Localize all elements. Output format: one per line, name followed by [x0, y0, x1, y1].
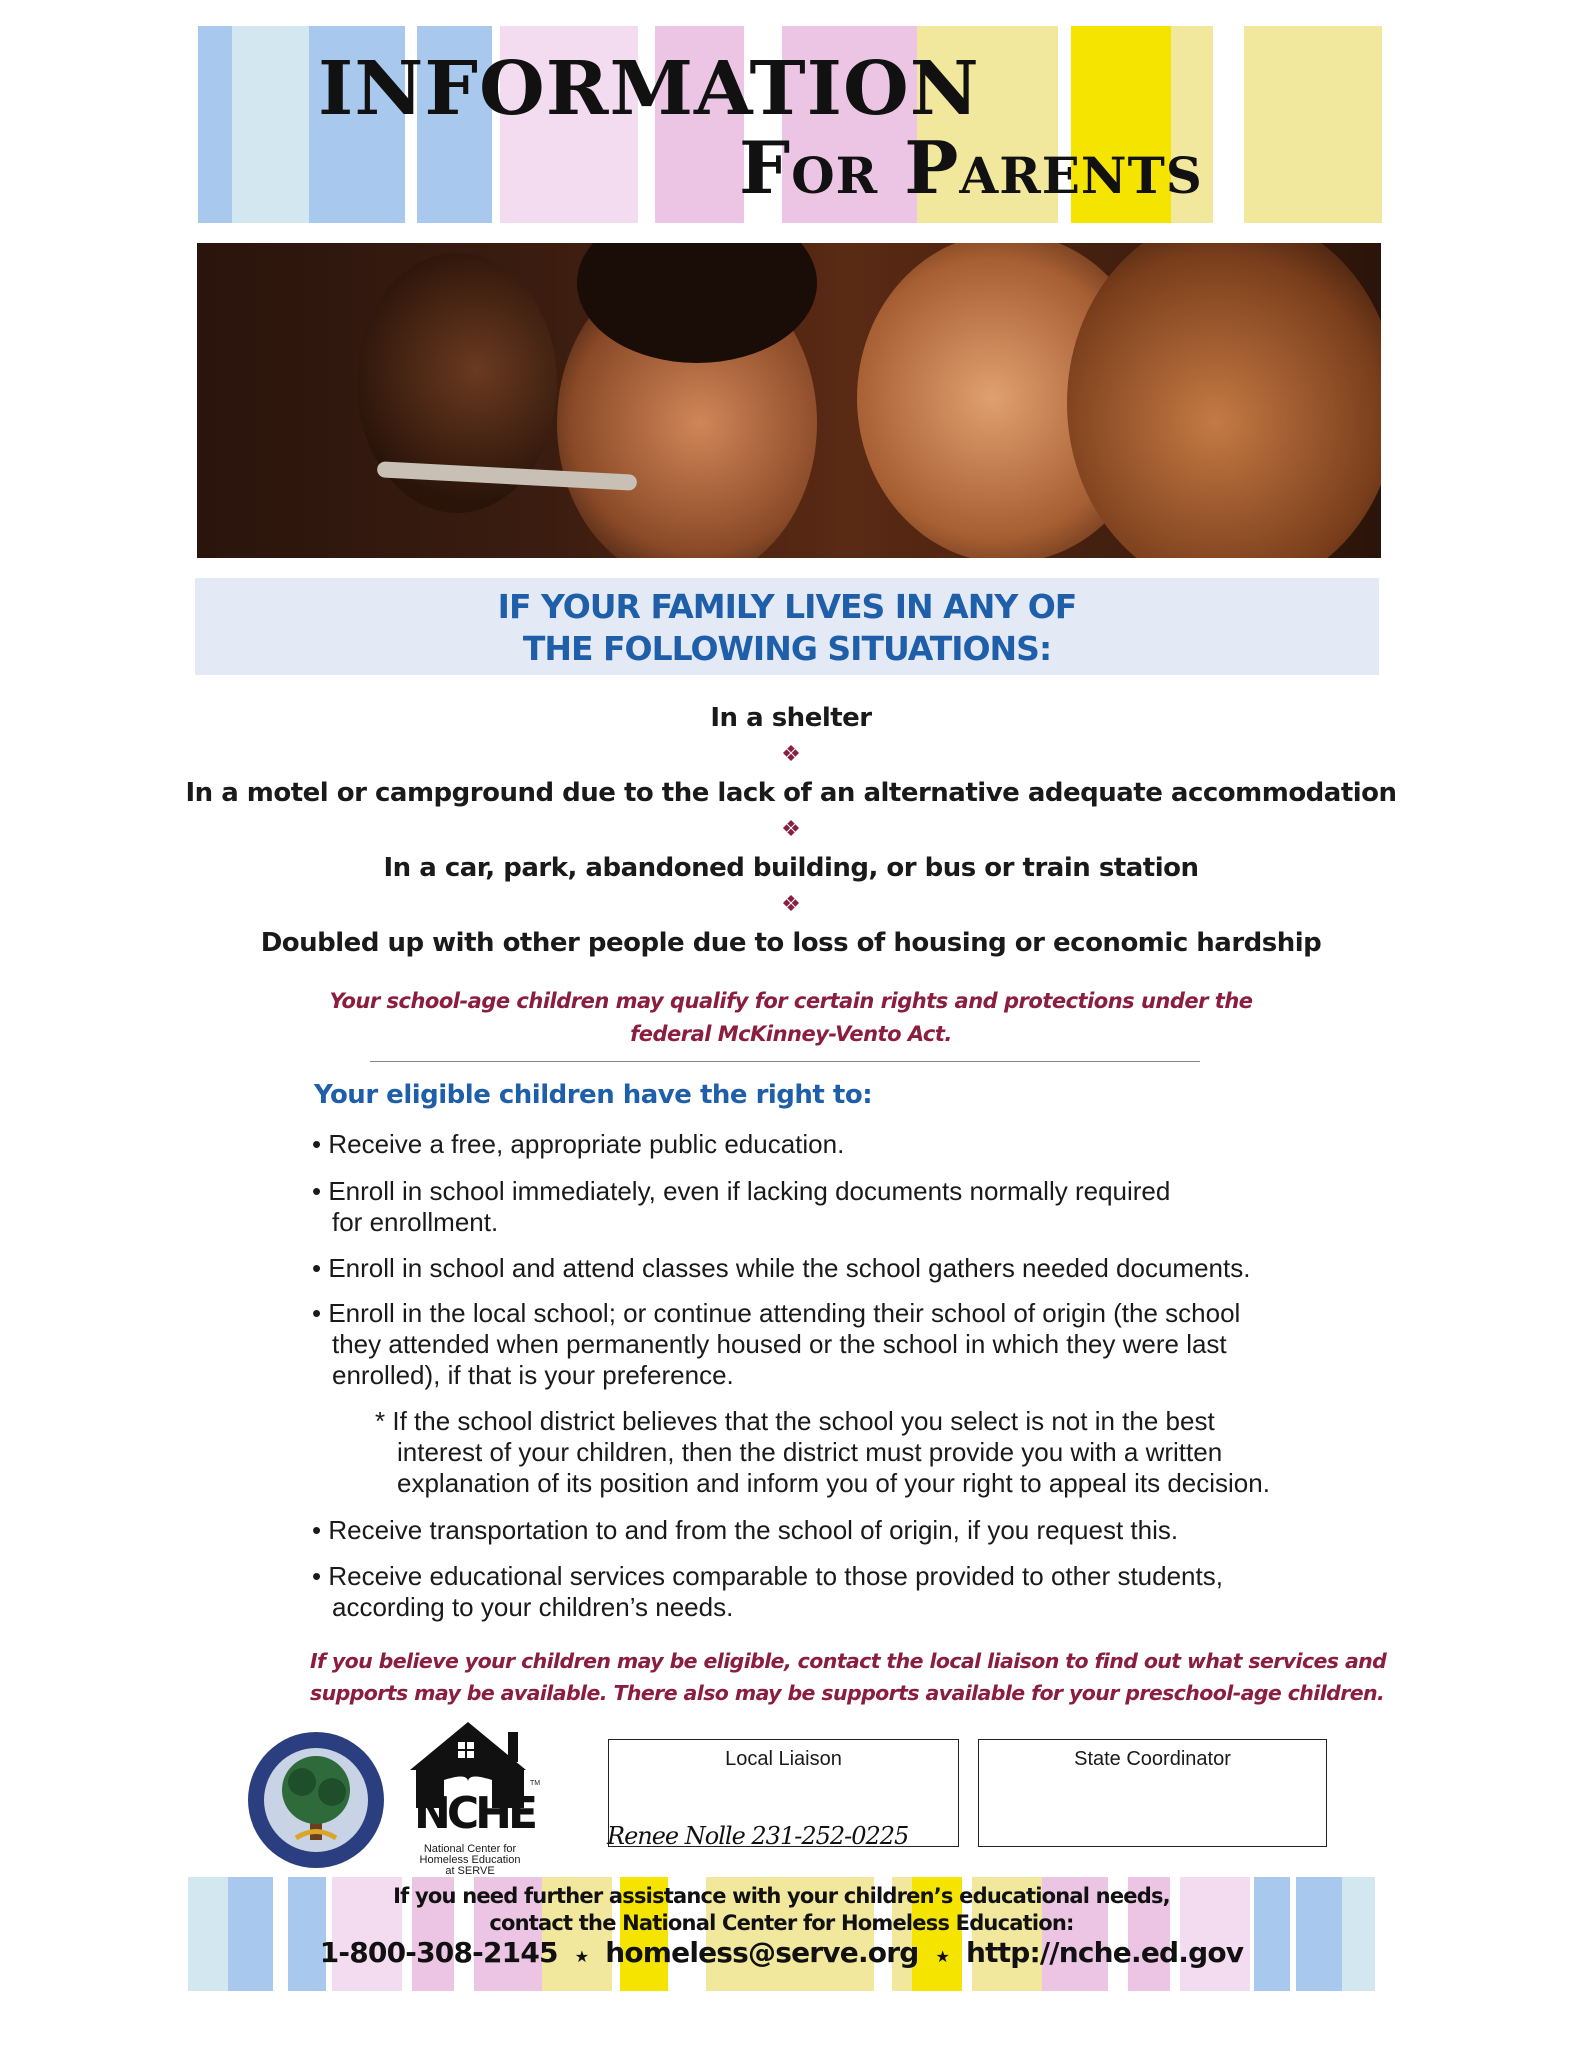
right-item: • Enroll in the local school; or continue attending their school of origin (the school they attended when permanently housed or the school in which they were last enrolled), if that is your preference. — [312, 1298, 1241, 1390]
mckinney-note-line1: Your school-age children may qualify for certain rights and protections under the — [329, 989, 1253, 1013]
website-link[interactable]: http://nche.ed.gov — [965, 1936, 1244, 1969]
state-coordinator-box — [978, 1739, 1327, 1847]
trademark: TM — [530, 1780, 541, 1787]
right-item: • Receive educational services comparable to those provided to other students, according to your children’s needs. — [312, 1561, 1223, 1622]
situations-heading-band — [195, 578, 1379, 675]
rights-heading: Your eligible children have the right to: — [314, 1080, 873, 1110]
situation-shelter: In a shelter — [710, 703, 872, 733]
diamond-separator-icon: ❖ — [781, 891, 801, 916]
situations-heading-line1: IF YOUR FAMILY LIVES IN ANY OF — [497, 587, 1077, 626]
nche-logo — [408, 1720, 541, 1885]
star-icon: ★ — [574, 1947, 589, 1966]
footer-contacts — [188, 1936, 1375, 1969]
star-icon: ★ — [935, 1947, 949, 1966]
children-photo — [197, 243, 1381, 558]
phone-number[interactable]: 1-800-308-2145 — [319, 1936, 558, 1969]
title-for-parents: For Parents — [739, 125, 1203, 210]
state-coordinator-label: State Coordinator — [1074, 1748, 1231, 1770]
nche-subtitle: National Center for Homeless Education at SERVE — [419, 1843, 521, 1877]
divider — [370, 1061, 1200, 1062]
diamond-separator-icon: ❖ — [781, 816, 801, 841]
local-liaison-box — [607, 1739, 959, 1850]
right-item: • Enroll in school immediately, even if lacking documents normally required for enrollment. — [312, 1176, 1171, 1237]
situation-motel: In a motel or campground due to the lack of an alternative adequate accommodation — [185, 778, 1397, 808]
liaison-handwritten-contact: Renee Nolle 231-252-0225 — [607, 1822, 909, 1850]
department-of-education-seal — [246, 1730, 386, 1870]
school-selection-note: * If the school district believes that the school you select is not in the best interest of your children, then the district must provide you with a written explanation of its position and inform you of your right to appeal its decision. — [375, 1406, 1270, 1498]
situation-doubled-up: Doubled up with other people due to loss of housing or economic hardship — [260, 928, 1322, 958]
footer-line2: contact the National Center for Homeless Education: — [489, 1911, 1074, 1935]
right-item: • Enroll in school and attend classes while the school gathers needed documents. — [312, 1253, 1251, 1283]
situation-car-park: In a car, park, abandoned building, or bus or train station — [383, 853, 1199, 883]
title-information: INFORMATION — [318, 46, 980, 132]
contact-liaison-note: If you believe your children may be eligible, contact the local liaison to find out what services and supports may be available. There also may be supports available for your preschool-age children. — [310, 1649, 1387, 1705]
diamond-separator-icon: ❖ — [781, 741, 801, 766]
local-liaison-label: Local Liaison — [725, 1748, 842, 1770]
situations-heading-line2: THE FOLLOWING SITUATIONS: — [522, 629, 1052, 668]
mckinney-note — [0, 985, 1582, 1051]
right-item: • Receive transportation to and from the school of origin, if you request this. — [312, 1515, 1179, 1545]
email-link[interactable]: homeless@serve.org — [605, 1936, 919, 1969]
nche-wordmark: NCHE — [414, 1788, 534, 1839]
right-item: • Receive a free, appropriate public education. — [312, 1129, 845, 1159]
footer-line1: If you need further assistance with your children’s educational needs, — [393, 1884, 1170, 1908]
mckinney-note-line2: federal McKinney-Vento Act. — [630, 1022, 952, 1046]
